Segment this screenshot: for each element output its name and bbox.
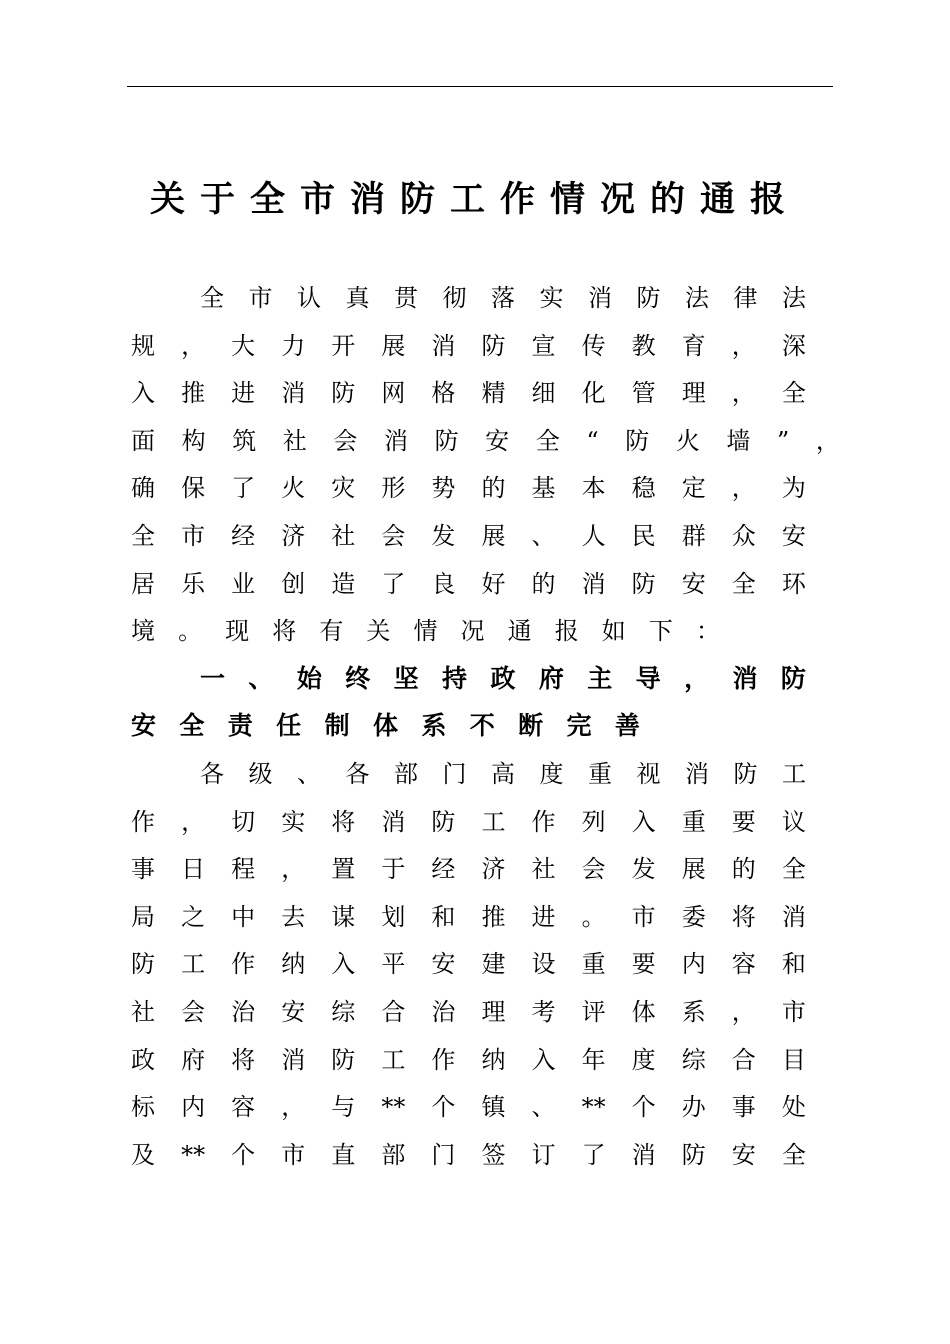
- paragraph-line: 全 市 认 真 贯 彻 落 实 消 防 法 律 法: [200, 284, 806, 312]
- paragraph-line: 入 推 进 消 防 网 格 精 细 化 管 理 ， 全: [131, 379, 806, 408]
- paragraph-line: 面 构 筑 社 会 消 防 安 全 “ 防 火 墙 ” ，: [131, 426, 840, 455]
- paragraph-line: 全 市 经 济 社 会 发 展 、 人 民 群 众 安: [131, 522, 806, 550]
- section-heading-line: 一 、 始 终 坚 持 政 府 主 导 ， 消 防: [200, 663, 806, 693]
- document-title: 关于全市消防工作情况的通报: [149, 179, 800, 220]
- paragraph-line: 境 。 现 将 有 关 情 况 通 报 如 下 ：: [131, 617, 720, 646]
- section-heading-line: 安 全 责 任 制 体 系 不 断 完 善: [131, 711, 640, 741]
- paragraph-line: 各 级 、 各 部 门 高 度 重 视 消 防 工: [200, 760, 806, 788]
- paragraph-line: 社 会 治 安 综 合 治 理 考 评 体 系 ， 市: [131, 998, 806, 1026]
- paragraph-line: 确 保 了 火 灾 形 势 的 基 本 稳 定 ， 为: [131, 474, 806, 503]
- paragraph-line: 及 ** 个 市 直 部 门 签 订 了 消 防 安 全: [131, 1140, 806, 1169]
- paragraph-line: 防 工 作 纳 入 平 安 建 设 重 要 内 容 和: [131, 950, 806, 979]
- paragraph-line: 标 内 容 ， 与 ** 个 镇 、 ** 个 办 事 处: [131, 1093, 806, 1122]
- paragraph-line: 居 乐 业 创 造 了 良 好 的 消 防 安 全 环: [131, 569, 806, 598]
- paragraph-line: 规 ， 大 力 开 展 消 防 宣 传 教 育 ， 深: [131, 331, 806, 360]
- paragraph-line: 政 府 将 消 防 工 作 纳 入 年 度 综 合 目: [131, 1045, 806, 1074]
- paragraph-line: 局 之 中 去 谋 划 和 推 进 。 市 委 将 消: [131, 902, 806, 931]
- paragraph-line: 作 ， 切 实 将 消 防 工 作 列 入 重 要 议: [131, 807, 806, 836]
- paragraph-line: 事 日 程 ， 置 于 经 济 社 会 发 展 的 全: [131, 855, 806, 884]
- header-rule: [127, 86, 833, 87]
